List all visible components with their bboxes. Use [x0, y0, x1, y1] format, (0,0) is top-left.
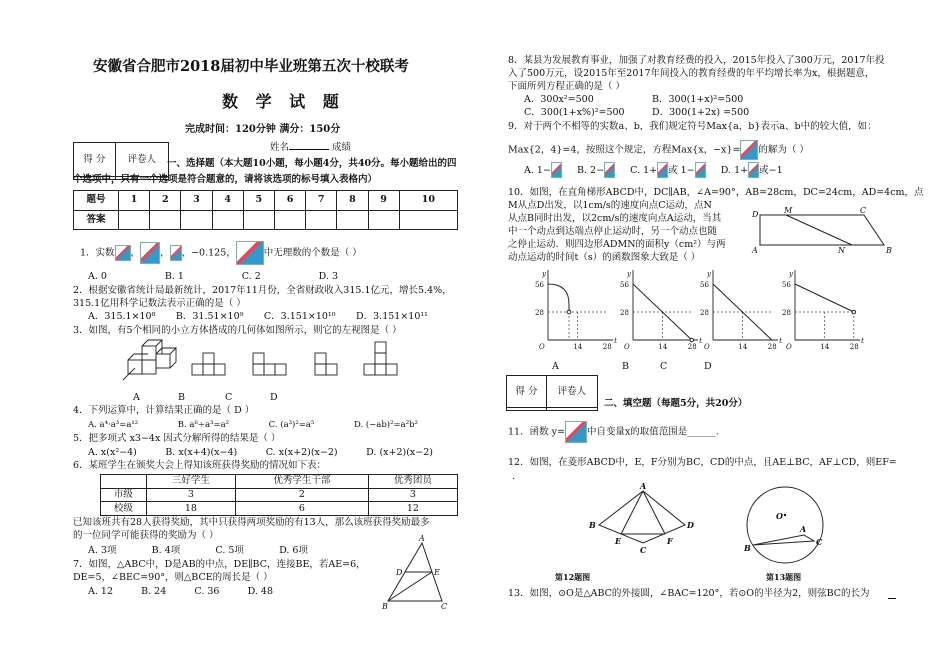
- q10-choice-c[interactable]: C: [660, 361, 668, 372]
- answer-table-number-label: 题号: [74, 191, 119, 211]
- question-11: 11．函数 y= 中自变量x的取值范围是______.: [508, 421, 719, 443]
- answer-table: [73, 190, 458, 230]
- q3-label-b[interactable]: B: [178, 392, 185, 403]
- svg-text:A: A: [752, 246, 758, 255]
- section1-header-2: 个选项中，只有一个选项是符合题意的，请将该选项的标号填入表格内）: [73, 174, 378, 185]
- svg-text:C: C: [640, 545, 647, 555]
- svg-text:B: B: [744, 543, 751, 553]
- q7-line1: 7．如图，△ABC中，D是AB的中点，DE∥BC，连接BE，若AE=6，: [73, 559, 366, 570]
- q2-option-b[interactable]: B．31.51×10⁹: [175, 311, 244, 322]
- answer-cell[interactable]: [399, 210, 457, 230]
- tick-label-56: 56: [700, 281, 709, 289]
- y-axis-label: y: [707, 270, 711, 278]
- svg-text:D: D: [396, 568, 403, 577]
- svg-text:C: C: [860, 206, 867, 215]
- q2-line1: 2．根据安徽省统计局最新统计，2017年11月份，全省财政收入315.1亿元，增长5.4%，: [73, 285, 452, 296]
- q7-options: [88, 586, 273, 598]
- series-line: [795, 284, 854, 312]
- q5-option-d[interactable]: D. (x+2)(x−2): [366, 447, 433, 458]
- q6-option-c[interactable]: C. 5项: [215, 545, 244, 556]
- math-image-icon: [740, 140, 758, 160]
- tick-label-14: 14: [738, 343, 748, 351]
- q8-option-a[interactable]: A．300x²=500: [524, 94, 594, 105]
- tick-label-28: 28: [602, 343, 612, 351]
- q5-options: [88, 447, 433, 459]
- q9-option-c[interactable]: C. 1+ 或 1−: [630, 165, 706, 176]
- answer-table-number: 7: [306, 191, 337, 211]
- svg-text:C: C: [816, 537, 823, 547]
- q11-answer-blank[interactable]: ______.: [687, 426, 719, 438]
- x-axis-label: t: [614, 337, 617, 345]
- q1-options: [88, 271, 338, 283]
- svg-text:E: E: [615, 536, 622, 546]
- exam-title: 安徽省合肥市2018届初中毕业班第五次十校联考: [93, 58, 409, 75]
- origin-label: O: [704, 343, 710, 351]
- x-axis-label: t: [779, 337, 782, 345]
- q8-line1: 8．某县为发展教育事业，加强了对教育经费的投入，2015年投入了300万元，2017年投: [508, 55, 885, 66]
- time-info: 完成时间：120分钟 满分：150分: [185, 124, 341, 135]
- q6-option-a[interactable]: A. 3项: [88, 545, 117, 556]
- q2-line2: 315.1亿用科学记数法表示正确的是（ ）: [73, 298, 246, 309]
- q7-option-c[interactable]: C. 36: [194, 586, 220, 597]
- q3-label-c[interactable]: C: [225, 392, 233, 403]
- q12-tail: .: [512, 471, 516, 482]
- svg-text:F: F: [667, 536, 673, 546]
- svg-text:B: B: [589, 520, 596, 530]
- tick-label-28: 28: [620, 309, 629, 317]
- svg-text:A: A: [419, 534, 425, 543]
- q4-options: [88, 420, 418, 431]
- q12-caption: 第12题图: [555, 572, 591, 582]
- svg-text:O: O: [776, 511, 783, 521]
- q6-line2: 已知该班共有28人获得奖励，其中只获得两项奖励的有13人，那么该班获得奖励最多: [73, 517, 430, 528]
- svg-text:B: B: [886, 246, 892, 255]
- svg-text:D: D: [687, 520, 694, 530]
- q13-circle-figure: [740, 483, 830, 573]
- q1-option-b[interactable]: B. 1: [164, 271, 184, 282]
- q9-option-b[interactable]: B. 2−: [577, 165, 615, 176]
- q9-options: [524, 162, 783, 178]
- q8-option-b[interactable]: B．300(1+x)²=500: [652, 94, 744, 105]
- q10-graph-b: [613, 268, 703, 356]
- answer-table-number: 4: [212, 191, 243, 211]
- answer-table-number: 2: [150, 191, 181, 211]
- q5-option-a[interactable]: A. x(x²−4): [88, 447, 137, 458]
- q8-line3: 下面所列方程正确的是（ ）: [508, 81, 626, 92]
- exam-subtitle: 数 学 试 题: [222, 92, 345, 111]
- q10-graph-a: [528, 268, 618, 356]
- q12-rhombus-figure: [585, 481, 695, 555]
- svg-text:N: N: [838, 246, 845, 255]
- answer-table-number: 10: [399, 191, 457, 211]
- origin-label: O: [786, 343, 792, 351]
- tick-label-56: 56: [535, 281, 544, 289]
- view-a: [192, 353, 225, 375]
- q10-line1: 10．如图，在直角梯形ABCD中，DC∥AB，∠A=90°，AB=28cm，DC=24cm，AD=4cm，点: [508, 187, 924, 198]
- answer-cell[interactable]: [181, 210, 212, 230]
- x-axis-label: t: [861, 337, 864, 345]
- math-image-icon: [115, 245, 131, 261]
- q10-line5: 之停止运动．则四边形ADMN的面积y（cm²）与两: [508, 239, 726, 250]
- answer-cell[interactable]: [119, 210, 150, 230]
- score-box-2: 得 分 评卷人: [506, 375, 598, 411]
- q7-option-d[interactable]: D. 48: [247, 586, 273, 597]
- q13-caption: 第13题图: [766, 572, 802, 582]
- answer-cell[interactable]: [212, 210, 243, 230]
- q8-line2: 入了500万元，设2015年至2017年间投入的教育经费的年平均增长率为x，根据题意，: [508, 68, 875, 79]
- q6-line3: 的一位同学可能获得的奖励为（ ）: [73, 530, 219, 541]
- q1-option-d[interactable]: D. 3: [318, 271, 338, 282]
- q12-text: 12．如图，在菱形ABCD中，E，F分别为BC，CD的中点，且AE⊥BC，AF⊥CD，则EF=: [508, 457, 897, 468]
- math-image-icon: [236, 241, 264, 265]
- q10-trapezoid-figure: [752, 205, 892, 255]
- math-image-icon: [140, 242, 160, 264]
- answer-table-number: 9: [368, 191, 399, 211]
- score-field-label: 成绩: [332, 142, 352, 153]
- q3-text: 3．如图，有5个相同的小立方体搭成的几何体如图所示，则它的左视图是（ ）: [73, 325, 402, 336]
- origin-label: O: [624, 343, 630, 351]
- svg-text:A: A: [800, 524, 807, 534]
- q9-option-d[interactable]: D. 1+ 或−1: [721, 165, 783, 176]
- svg-text:M: M: [784, 206, 793, 215]
- view-c: [315, 353, 337, 375]
- q7-line2: DE=5，∠BEC=90°，则△BCE的周长是（ ）: [73, 572, 273, 583]
- y-axis-label: y: [542, 270, 546, 278]
- name-blank[interactable]: [289, 149, 329, 150]
- tick-label-28: 28: [700, 309, 709, 317]
- q5-option-b[interactable]: B. x(x+4)(x−4): [165, 447, 238, 458]
- answer-cell[interactable]: [150, 210, 181, 230]
- origin-label: O: [539, 343, 545, 351]
- x-axis-label: t: [699, 337, 702, 345]
- q6-option-b[interactable]: B. 4项: [151, 545, 181, 556]
- q10-graph-d: [775, 268, 865, 356]
- grader-label: 评卷人: [115, 143, 168, 177]
- q10-graph-c: [693, 268, 783, 356]
- q3-figures: [120, 340, 420, 390]
- q4-option-c[interactable]: C. (a³)²=a⁵: [268, 420, 315, 430]
- section2-header: 二、填空题（每题5分，共20分）: [604, 398, 748, 409]
- answer-table-number: 6: [274, 191, 305, 211]
- q4-option-b[interactable]: B. a⁶÷a³=a²: [177, 420, 230, 430]
- y-axis-label: y: [627, 270, 631, 278]
- math-image-icon: [170, 245, 182, 261]
- series-line: [548, 284, 569, 312]
- answer-cell[interactable]: [274, 210, 305, 230]
- q8-option-d[interactable]: D．300(1+2x) =500: [652, 107, 750, 118]
- q6-option-d[interactable]: D. 6项: [279, 545, 308, 556]
- name-score-line: [270, 142, 351, 154]
- q2-option-c[interactable]: C．3.151×10¹⁰: [263, 311, 336, 322]
- cube-solid-figure: [123, 340, 176, 380]
- answer-table-number: 1: [119, 191, 150, 211]
- answer-table-number: 5: [243, 191, 274, 211]
- q8-option-c[interactable]: C．300(1+x%)²=500: [524, 107, 625, 118]
- answer-table-answer-label: 答案: [74, 210, 119, 230]
- tick-label-14: 14: [573, 343, 583, 351]
- q4-option-d[interactable]: D. (−ab)²=a²b²: [353, 420, 418, 430]
- tick-label-28: 28: [535, 309, 544, 317]
- endpoint: [567, 310, 571, 314]
- tick-label-56: 56: [782, 281, 791, 289]
- view-b: [253, 353, 286, 375]
- q5-text: 5．把多项式 x3−4x 因式分解所得的结果是（ ）: [73, 433, 281, 444]
- tick-label-14: 14: [820, 343, 830, 351]
- view-d: [364, 342, 397, 375]
- q3-label-d[interactable]: D: [270, 392, 278, 403]
- q3-label-a[interactable]: A: [133, 392, 140, 403]
- section1-header: 一、选择题（本大题10小题，每小题4分，共40分。每小题给出的四: [167, 158, 457, 169]
- y-axis-label: y: [789, 270, 793, 278]
- answer-cell[interactable]: [306, 210, 337, 230]
- answer-table-number: 8: [337, 191, 368, 211]
- svg-text:D: D: [752, 210, 759, 219]
- tick-label-28: 28: [767, 343, 777, 351]
- q9-option-a[interactable]: A. 1−: [524, 165, 562, 176]
- q4-option-a[interactable]: A. a⁴·a³=a¹²: [88, 420, 139, 430]
- q7-option-a[interactable]: A. 12: [88, 586, 113, 597]
- score-label: 得 分: [74, 143, 116, 177]
- q6-options: [88, 545, 308, 557]
- q10-line3: 从点B同时出发，以2cm/s的速度向点A运动，当其: [508, 213, 722, 224]
- q10-choice-a[interactable]: A: [552, 361, 559, 372]
- tick-label-28: 28: [687, 343, 697, 351]
- svg-text:C: C: [441, 602, 448, 611]
- math-image-icon: [565, 421, 587, 443]
- q4-text: 4．下列运算中，计算结果正确的是（ D ）: [73, 405, 255, 416]
- answer-cell[interactable]: [243, 210, 274, 230]
- q5-option-c[interactable]: C. x(x+2)(x−2): [265, 447, 338, 458]
- q10-choice-b[interactable]: B: [622, 361, 629, 372]
- tick-label-14: 14: [658, 343, 668, 351]
- answer-cell[interactable]: [337, 210, 368, 230]
- q7-triangle-figure: [380, 535, 460, 610]
- q10-line6: 动点运动的时间t（s）的函数图象大致是（ ）: [508, 252, 701, 263]
- q1-option-c[interactable]: C. 2: [241, 271, 261, 282]
- q10-line2: M从点D出发，以1cm/s的速度向点C运动，点N: [508, 200, 712, 211]
- q2-option-a[interactable]: A．315.1×10⁸: [88, 311, 156, 322]
- q9-line1: 9．对于两个不相等的实数a、b，我们规定符号Max{a，b}表示a、b中的较大值，如：: [508, 121, 877, 132]
- svg-text:B: B: [382, 602, 388, 611]
- answer-cell[interactable]: [368, 210, 399, 230]
- q13-text: 13．如图，⊙O是△ABC的外接圆，∠BAC=120°，若⊙O的半径为2，则弦BC的长为: [508, 588, 870, 599]
- tick-label-28: 28: [849, 343, 859, 351]
- q6-award-table: 三好学生 优秀学生干部 优秀团员 市级 3 2 3 校级 18 6 12: [100, 474, 458, 516]
- q6-text: 6．某班学生在颁奖大会上得知该班获得奖励的情况如下表：: [73, 460, 327, 471]
- svg-text:E: E: [434, 568, 440, 577]
- q2-options: [88, 311, 428, 323]
- q9-line2: Max{2，4}=4，按照这个规定，方程Max{x，−x}= 的解为（ ）: [508, 140, 809, 160]
- q7-option-b[interactable]: B. 24: [141, 586, 167, 597]
- name-label: 姓名: [270, 142, 290, 153]
- tick-label-56: 56: [620, 281, 629, 289]
- q1-option-a[interactable]: A. 0: [88, 271, 107, 282]
- svg-text:A: A: [640, 481, 647, 491]
- q13-answer-blank[interactable]: [888, 598, 896, 599]
- q10-line4: 中一个动点到达端点停止运动时，另一个动点也随: [508, 226, 718, 237]
- q10-choice-d[interactable]: D: [704, 361, 712, 372]
- q2-option-d[interactable]: D．3.151×10¹¹: [356, 311, 428, 322]
- endpoint: [852, 310, 856, 314]
- question-1: 1．实数 ， ， ，−0.125， 中无理数的个数是（ ）: [80, 241, 362, 265]
- answer-table-number: 3: [181, 191, 212, 211]
- tick-label-28: 28: [782, 309, 791, 317]
